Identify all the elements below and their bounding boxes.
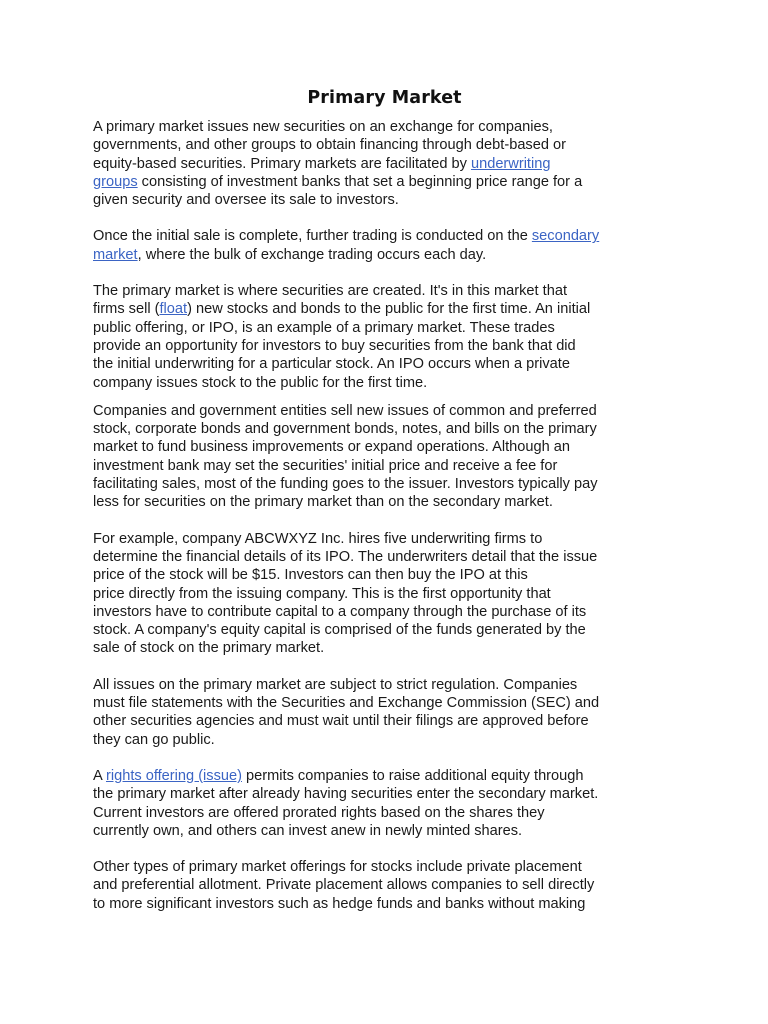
text-segment: ) new stocks and bonds to the public for the first time. An initial [187, 301, 591, 318]
text-segment: Once the initial sale is complete, further trading is conducted on the [93, 228, 532, 245]
paragraph-rights-offering [93, 767, 676, 840]
text-line: other securities agencies and must wait until their filings are approved before [93, 713, 589, 730]
text-line: Other types of primary market offerings for stocks include private placement [93, 859, 582, 876]
paragraph-regulation [93, 676, 676, 749]
float-link[interactable]: float [159, 301, 188, 318]
text-segment: permits companies to raise additional equity through [241, 767, 584, 784]
page-title: Primary Market [307, 88, 462, 108]
text-segment: , where the bulk of exchange trading occurs each day. [137, 246, 487, 263]
text-line: given security and oversee its sale to investors. [93, 192, 399, 209]
paragraph-secondary [93, 227, 676, 264]
text-line: stock, corporate bonds and government bonds, notes, and bills on the primary [93, 421, 597, 438]
secondary-market-link-cont[interactable]: market [93, 246, 138, 263]
text-line: price of the stock will be $15. Investors can then buy the IPO at this [93, 567, 528, 584]
rights-offering-link[interactable]: rights offering (issue) [105, 767, 242, 784]
text-line: provide an opportunity for investors to buy securities from the bank that did [93, 337, 576, 354]
text-line [93, 246, 676, 264]
paragraph-intro [93, 118, 676, 209]
text-line: they can go public. [93, 731, 215, 748]
text-line: company issues stock to the public for the first time. [93, 374, 428, 391]
text-line: the initial underwriting for a particular stock. An IPO occurs when a private [93, 356, 570, 373]
text-segment: equity-based securities. Primary markets are facilitated by [93, 155, 471, 172]
text-line: The primary market is where securities are created. It's in this market that [93, 283, 568, 300]
text-line [93, 173, 676, 191]
text-line: governments, and other groups to obtain financing through debt-based or [93, 137, 566, 154]
text-line: sale of stock on the primary market. [93, 640, 325, 657]
text-line: must file statements with the Securities and Exchange Commission (SEC) and [93, 695, 600, 712]
text-segment: A [93, 767, 106, 784]
text-line: market to fund business improvements or expand operations. Although an [93, 439, 571, 456]
text-line: the primary market after already having securities enter the secondary market. [93, 786, 599, 803]
paragraph-issuers [93, 402, 676, 512]
text-line: A primary market issues new securities on an exchange for companies, [93, 119, 553, 135]
text-line [93, 155, 676, 173]
text-line: and preferential allotment. Private placement allows companies to sell directly [93, 877, 595, 894]
text-line: investment bank may set the securities' initial price and receive a fee for [93, 457, 558, 474]
text-segment: firms sell ( [93, 301, 160, 318]
text-line: stock. A company's equity capital is comprised of the funds generated by the [93, 622, 586, 639]
text-line: to more significant investors such as hedge funds and banks without making [93, 895, 586, 912]
paragraph-creation [93, 282, 676, 392]
underwriting-groups-link-cont[interactable]: groups [93, 173, 138, 190]
text-line: currently own, and others can invest anew in newly minted shares. [93, 822, 523, 839]
secondary-market-link[interactable]: secondary [531, 228, 600, 245]
text-line: less for securities on the primary market than on the secondary market. [93, 494, 553, 511]
text-segment: consisting of investment banks that set a beginning price range for a [137, 173, 583, 190]
underwriting-groups-link[interactable]: underwriting [470, 155, 551, 172]
text-line [93, 227, 676, 245]
paragraph-example [93, 530, 676, 658]
text-line: determine the financial details of its IPO. The underwriters detail that the issue [93, 548, 598, 565]
text-line: Current investors are offered prorated rights based on the shares they [93, 804, 545, 821]
paragraph-other-offerings [93, 858, 676, 913]
text-line: Companies and government entities sell new issues of common and preferred [93, 402, 597, 419]
text-line: All issues on the primary market are subject to strict regulation. Companies [93, 676, 578, 693]
text-line: public offering, or IPO, is an example of a primary market. These trades [93, 319, 555, 336]
text-line [93, 300, 676, 318]
text-line: facilitating sales, most of the funding goes to the issuer. Investors typically pay [93, 476, 598, 493]
text-line: price directly from the issuing company. This is the first opportunity that [93, 585, 551, 602]
text-line: For example, company ABCWXYZ Inc. hires five underwriting firms to [93, 530, 543, 547]
text-line [93, 767, 676, 785]
text-line: investors have to contribute capital to a company through the purchase of its [93, 603, 587, 620]
